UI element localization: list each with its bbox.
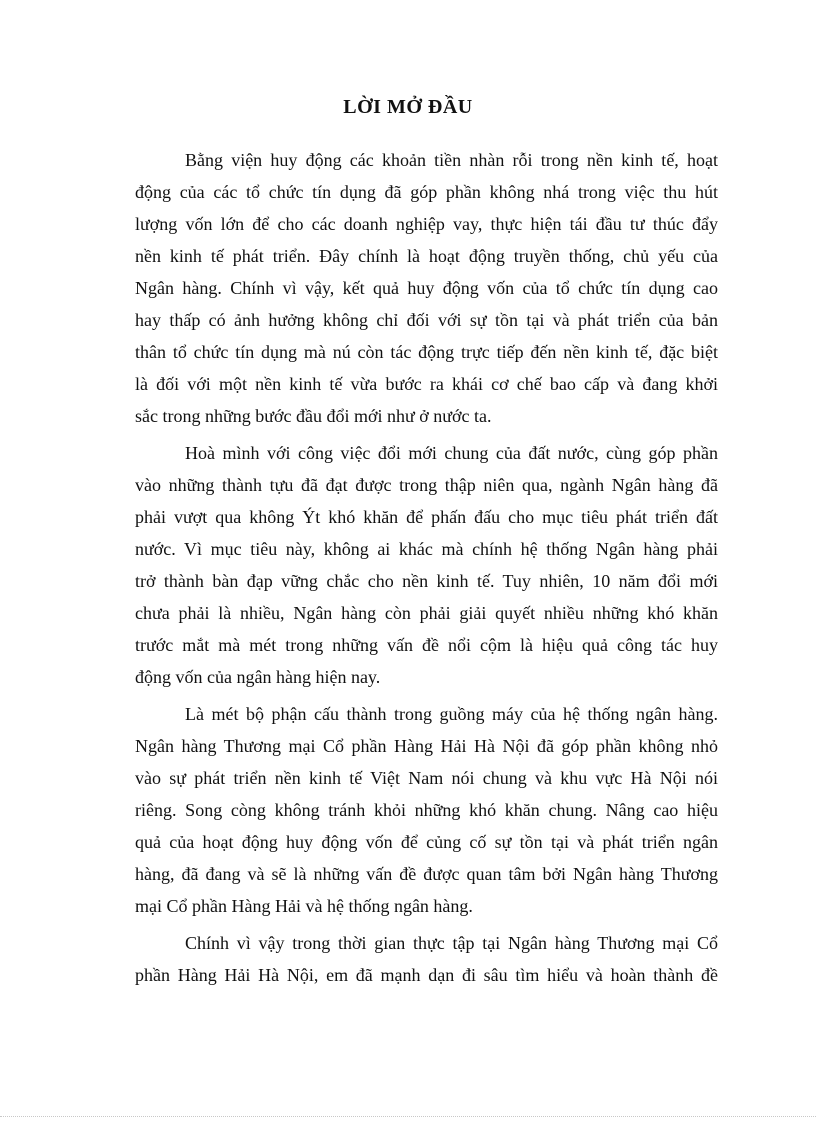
paragraph-1-line-2: động của các tổ chức tín dụng đã góp phần không nhá trong việc thu hút [135,182,718,202]
paragraph-2-line-2: vào những thành tựu đã đạt được trong thập niên qua, ngành Ngân hàng đã [135,475,718,495]
paragraph-2-line-4: nước. Vì mục tiêu này, không ai khác mà chính hệ thống Ngân hàng phải [135,539,718,559]
paragraph-1-line-9: sắc trong những bước đầu đổi mới như ở nước ta. [135,406,492,426]
paragraph-2-line-7: trước mắt mà mét trong những vấn đề nổi cộm là hiệu quả công tác huy [135,635,718,655]
paragraph-1-line-3: lượng vốn lớn để cho các doanh nghiệp vay, thực hiện tái đầu tư thúc đẩy [135,214,718,234]
paragraph-3-line-7: mại Cổ phần Hàng Hải và hệ thống ngân hàng. [135,896,473,916]
paragraph-1-line-7: thân tổ chức tín dụng mà nú còn tác động trực tiếp đến nền kinh tế, đặc biệt [135,342,718,362]
paragraph-1-line-4: nền kinh tế phát triển. Đây chính là hoạt động truyền thống, chủ yếu của [135,246,718,266]
paragraph-2-line-3: phải vượt qua không Ýt khó khăn để phấn đấu cho mục tiêu phát triển đất [135,507,718,527]
paragraph-2-line-1: Hoà mình với công việc đổi mới chung của đất nước, cùng góp phần [185,443,718,463]
page-title: LỜI MỞ ĐẦU [343,96,473,118]
paragraph-1-line-1: Bằng viện huy động các khoản tiền nhàn rỗi trong nền kinh tế, hoạt [185,150,718,170]
paragraph-3-line-4: riêng. Song còng không tránh khỏi những khó khăn chung. Nâng cao hiệu [135,800,718,820]
paragraph-2-line-8: động vốn của ngân hàng hiện nay. [135,667,381,687]
paragraph-1-line-6: hay thấp có ảnh hưởng không chỉ đối với sự tồn tại và phát triển của bản [135,310,718,330]
paragraph-3-line-5: quả của hoạt động huy động vốn để củng cố sự tồn tại và phát triển ngân [135,832,718,852]
paragraph-4-line-1: Chính vì vậy trong thời gian thực tập tại Ngân hàng Thương mại Cổ [185,933,718,953]
paragraph-1-line-8: là đối với một nền kinh tế vừa bước ra khái cơ chế bao cấp và đang khởi [135,374,718,394]
paragraph-2-line-5: trở thành bàn đạp vững chắc cho nền kinh tế. Tuy nhiên, 10 năm đổi mới [135,571,718,591]
paragraph-4-line-2: phần Hàng Hải Hà Nội, em đã mạnh dạn đi sâu tìm hiểu và hoàn thành đề [135,965,718,985]
page-bottom-divider [0,1116,816,1117]
paragraph-3-line-6: hàng, đã đang và sẽ là những vấn đề được quan tâm bởi Ngân hàng Thương [135,864,718,884]
paragraph-3-line-1: Là mét bộ phận cấu thành trong guồng máy của hệ thống ngân hàng. [185,704,718,724]
paragraph-2-line-6: chưa phải là nhiều, Ngân hàng còn phải giải quyết nhiều những khó khăn [135,603,718,623]
paragraph-3-line-3: vào sự phát triển nền kinh tế Việt Nam nói chung và khu vực Hà Nội nói [135,768,718,788]
paragraph-1-line-5: Ngân hàng. Chính vì vậy, kết quả huy động vốn của tổ chức tín dụng cao [135,278,718,298]
paragraph-3-line-2: Ngân hàng Thương mại Cổ phần Hàng Hải Hà Nội đã góp phần không nhỏ [135,736,718,756]
